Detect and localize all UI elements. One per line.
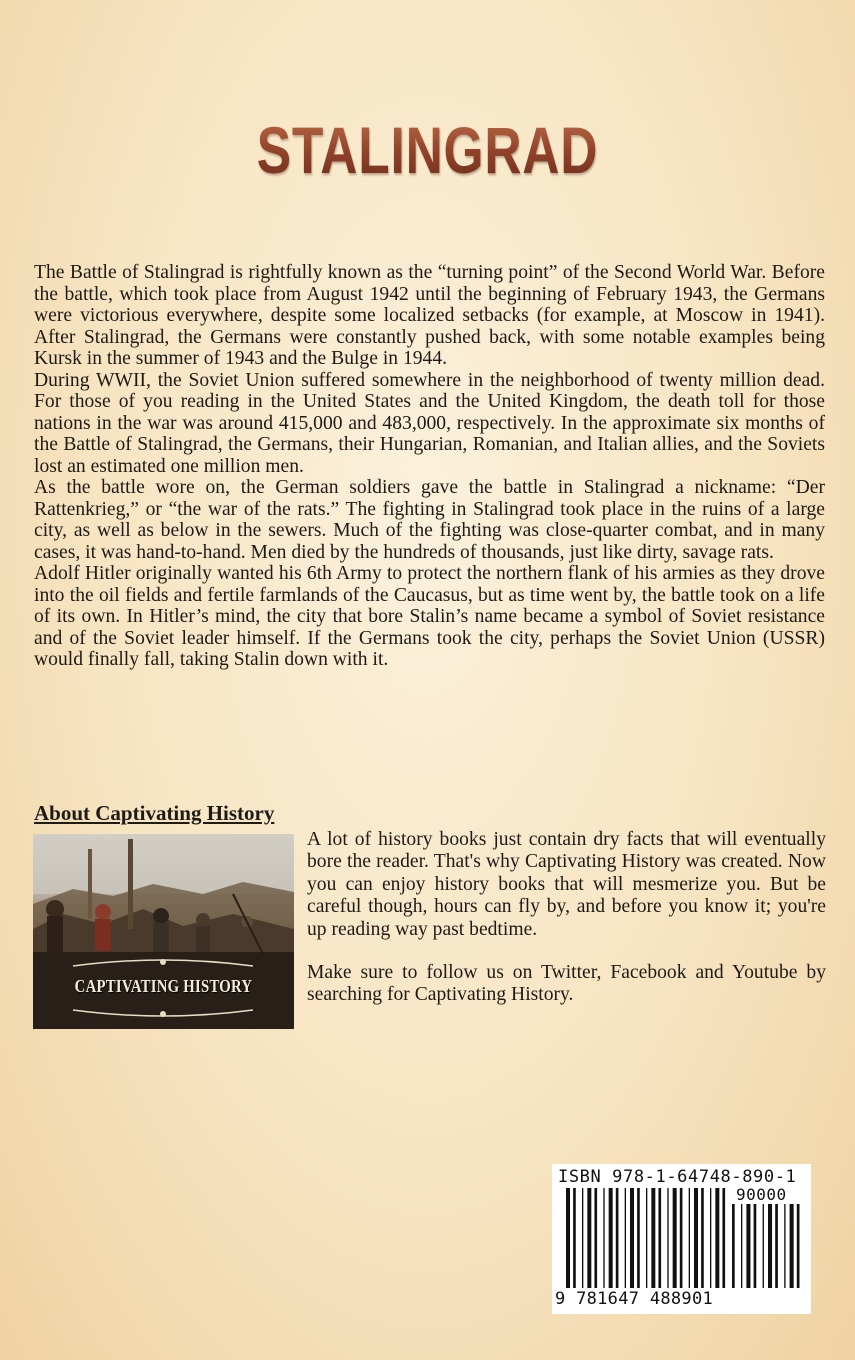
book-title: STALINGRAD (94, 112, 761, 188)
barcode-bar (701, 1188, 704, 1288)
barcode-bar (651, 1188, 655, 1288)
barcode-bar (566, 1188, 570, 1288)
barcode-bar (689, 1188, 690, 1288)
addon-bars (732, 1204, 804, 1288)
barcode-digits: 9 781647 488901 (555, 1289, 714, 1309)
description-paragraph: The Battle of Stalingrad is rightfully known as the “turning point” of the Second World War. Before the battle, which took place from August 1942 until the beginning of February 1943, the Germans were victorious everywhere, despite some localized setbacks (for example, at Moscow in 1941). After Stalingrad, the Germans were constantly pushed back, with some notable examples being Kursk in the summer of 1943 and the Bulge in 1944. (34, 262, 825, 369)
barcode-bar (741, 1204, 742, 1288)
barcode-bar (667, 1188, 668, 1288)
about-paragraph: Make sure to follow us on Twitter, Facebook and Youtube by searching for Captivating History. (307, 962, 826, 1006)
barcode-bar (775, 1204, 778, 1288)
barcode-bar (625, 1188, 626, 1288)
ean13-bars (566, 1188, 726, 1288)
barcode-bar (609, 1188, 613, 1288)
barcode-bar (603, 1188, 604, 1288)
barcode-bar (573, 1188, 576, 1288)
barcode-bar (746, 1204, 750, 1288)
battle-painting-illustration (33, 834, 294, 1029)
isbn-label: ISBN 978-1-64748-890-1 (558, 1167, 797, 1187)
barcode-bar (616, 1188, 619, 1288)
barcode-bar (797, 1204, 800, 1288)
barcode-bar (587, 1188, 591, 1288)
book-description (34, 262, 825, 671)
about-text (307, 829, 826, 1007)
barcode-bar (763, 1204, 764, 1288)
barcode-bar (694, 1188, 698, 1288)
description-paragraph: As the battle wore on, the German soldiers gave the battle in Stalingrad a nickname: “Der Rattenkrieg,” or “the war of the rats.” The fighting in Stalingrad took place in the ruins of a large city, as well as below in the sewers. Much of the fighting was close-quarter combat, and in many cases, it was hand-to-hand. Men died by the hundreds of thousands, just like dirty, savage rats. (34, 477, 825, 563)
barcode-bar (790, 1204, 794, 1288)
barcode-bar (646, 1188, 647, 1288)
barcode-bar (732, 1204, 735, 1288)
description-paragraph: During WWII, the Soviet Union suffered somewhere in the neighborhood of twenty million dead. For those of you reading in the United States and the United Kingdom, the death toll for those nations in the war was around 415,000 and 483,000, respectively. In the approximate six months of the Battle of Stalingrad, the Germans, their Hungarian, Romanian, and Italian allies, and the Soviets lost an estimated one million men. (34, 369, 825, 477)
barcode-bar (754, 1204, 757, 1288)
about-heading: About Captivating History (34, 801, 275, 825)
barcode-bar (722, 1188, 725, 1288)
barcode-bar (582, 1188, 583, 1288)
barcode-bar (673, 1188, 677, 1288)
price-addon-label: 90000 (736, 1185, 787, 1204)
isbn-barcode (552, 1164, 811, 1314)
barcode-bar (594, 1188, 597, 1288)
barcode-bar (715, 1188, 719, 1288)
barcode-bar (784, 1204, 785, 1288)
barcode-bar (658, 1188, 661, 1288)
publisher-logo-image (33, 834, 294, 1029)
publisher-brand-name: CAPTIVATING HISTORY (74, 976, 253, 996)
barcode-bar (637, 1188, 640, 1288)
description-paragraph: Adolf Hitler originally wanted his 6th Army to protect the northern flank of his armies as they drove into the oil fields and fertile farmlands of the Caucasus, but as time went by, the battle took on a life of its own. In Hitler’s mind, the city that bore Stalin’s name became a symbol of Soviet resistance and of the Soviet leader himself. If the Germans took the city, perhaps the Soviet Union (USSR) would finally fall, taking Stalin down with it. (34, 563, 825, 670)
about-paragraph: A lot of history books just contain dry facts that will eventually bore the reader. That's why Captivating History was created. Now you can enjoy history books that will mesmerize you. But be careful though, hours can fly by, and before you know it; you're up reading way past bedtime. (307, 829, 826, 940)
barcode-bar (710, 1188, 711, 1288)
barcode-bar (768, 1204, 772, 1288)
barcode-bar (680, 1188, 683, 1288)
barcode-bar (630, 1188, 634, 1288)
